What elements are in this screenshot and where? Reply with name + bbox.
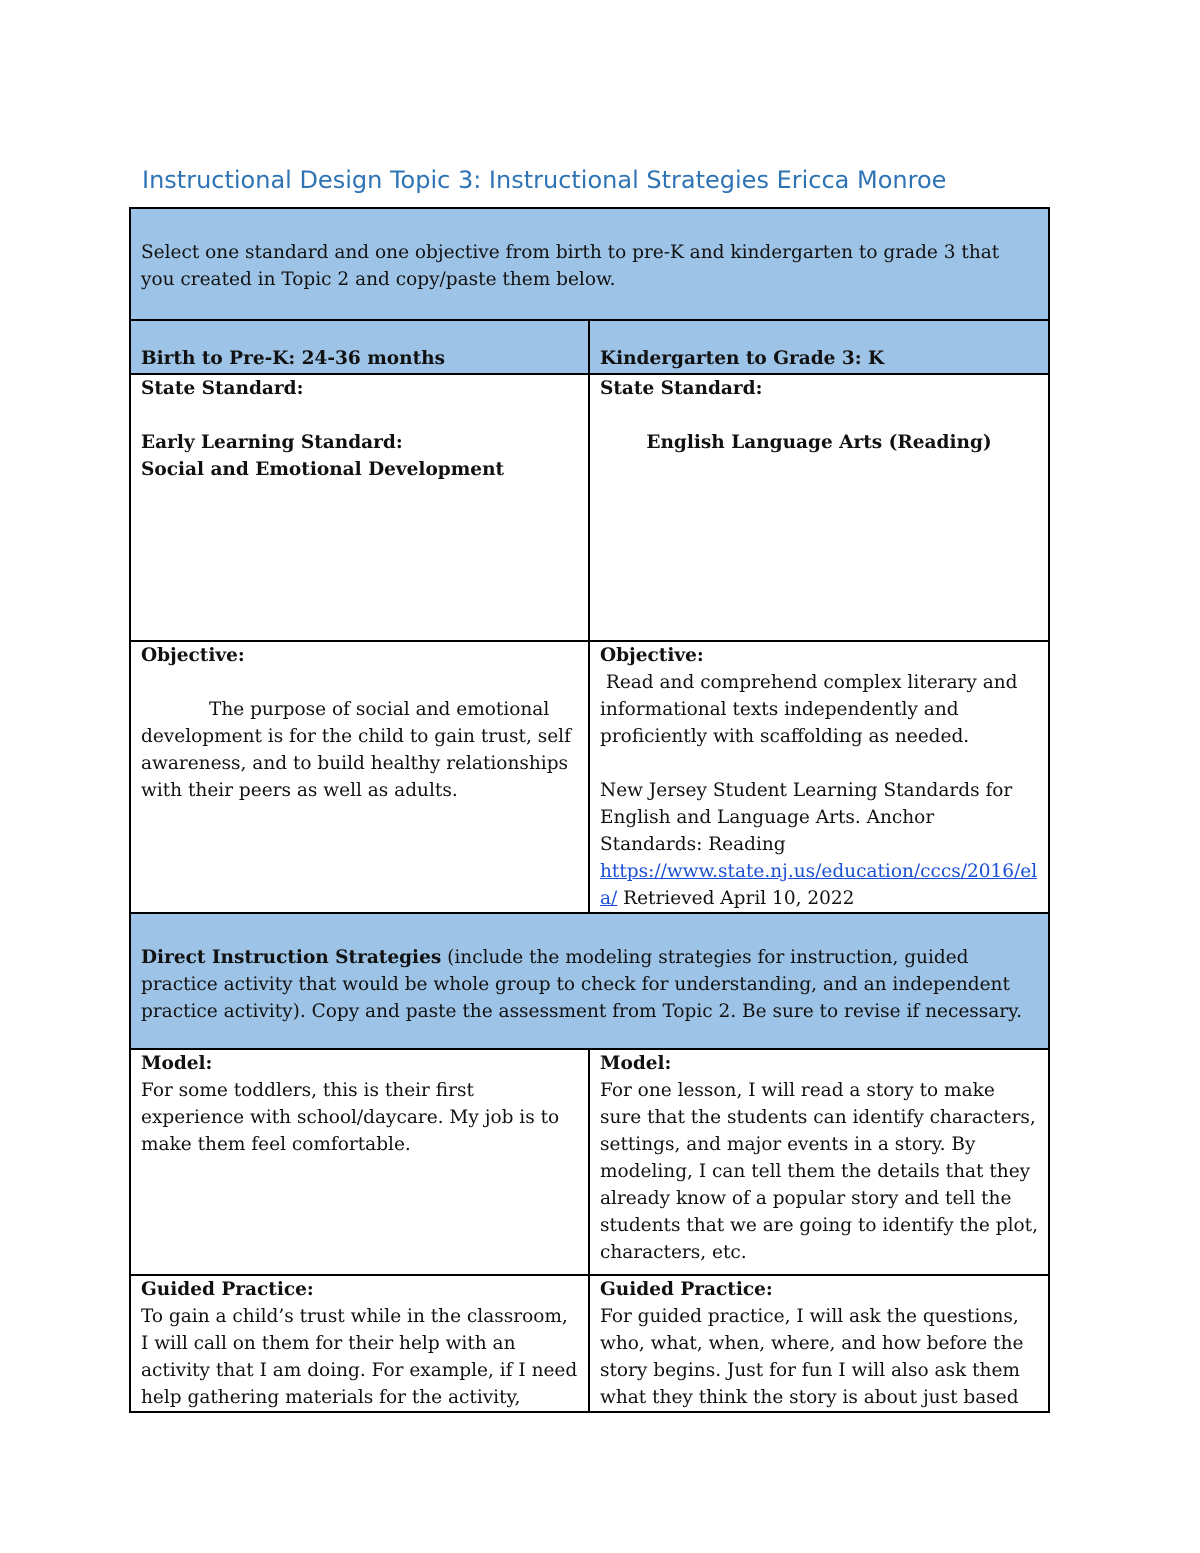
state-standard-right-cell: [589, 374, 1049, 641]
state-standard-row: [130, 374, 1049, 641]
model-left-cell: [130, 1049, 589, 1275]
objective-right-cell: [589, 641, 1049, 913]
state-standard-label: State Standard:: [600, 378, 763, 399]
direct-instruction-label: Direct Instruction Strategies: [141, 947, 442, 968]
model-row: [130, 1049, 1049, 1275]
document-title: Instructional Design Topic 3: Instructional Strategies Ericca Monroe: [142, 166, 947, 194]
guided-practice-label: Guided Practice:: [141, 1279, 314, 1300]
objective-row: [130, 641, 1049, 913]
instructional-design-table: [129, 207, 1050, 1413]
intro-row: [130, 208, 1049, 320]
model-label: Model:: [600, 1053, 672, 1074]
objective-left-text: The purpose of social and emotional development is for the child to gain trust, self awareness, and to build healthy relationships with their peers as well as adults.: [141, 699, 571, 801]
objective-label: Objective:: [141, 645, 245, 666]
social-emotional-development: Social and Emotional Development: [141, 459, 505, 480]
early-learning-standard: Early Learning Standard:: [141, 432, 403, 453]
model-label: Model:: [141, 1053, 213, 1074]
ela-reading-standard: English Language Arts (Reading): [646, 432, 992, 453]
objective-left-cell: [130, 641, 589, 913]
model-right-text: For one lesson, I will read a story to make sure that the students can identify characters, settings, and major events in a story. By modeling, I can tell them the details that they already know of a popular story and tell the students that we are going to identify the plot, characters, etc.: [600, 1080, 1038, 1263]
intro-cell: [130, 208, 1049, 320]
state-standard-label: State Standard:: [141, 378, 304, 399]
guided-practice-right-text: For guided practice, I will ask the questions, who, what, when, where, and how before the story begins. Just for fun I will also ask them what they think the story is about just based: [600, 1306, 1024, 1408]
intro-text: Select one standard and one objective from birth to pre-K and kindergarten to grade 3 that you created in Topic 2 and copy/paste them below.: [141, 242, 1000, 290]
age-header-row: [130, 320, 1049, 374]
objective-citation: [600, 858, 1038, 912]
direct-instruction-cell: [130, 913, 1049, 1049]
model-left-text: For some toddlers, this is their first experience with school/daycare. My job is to make them feel comfortable.: [141, 1080, 560, 1155]
guided-practice-label: Guided Practice:: [600, 1279, 773, 1300]
direct-instruction-text: (include the modeling strategies for instruction, guided practice activity that would be whole group to check for understanding, and an independent practice activity). Copy and paste the assessment from Topic 2. Be sure to revise if necessary.: [141, 947, 1023, 1022]
state-standard-left-cell: [130, 374, 589, 641]
guided-practice-left-cell: [130, 1275, 589, 1412]
objective-label: Objective:: [600, 645, 704, 666]
nj-standards-link[interactable]: https://www.state.nj.us/education/cccs/2016/ela/: [600, 861, 1038, 909]
retrieved-date: Retrieved April 10, 2022: [617, 888, 855, 909]
model-right-cell: [589, 1049, 1049, 1275]
objective-source: New Jersey Student Learning Standards for English and Language Arts. Anchor Standards: Reading: [600, 780, 1013, 855]
direct-instruction-row: [130, 913, 1049, 1049]
guided-practice-right-cell: [589, 1275, 1049, 1412]
header-birth-prek: Birth to Pre-K: 24-36 months: [130, 320, 589, 374]
guided-practice-left-text: To gain a child’s trust while in the classroom, I will call on them for their help with an activity that I am doing. For example, if I need help gathering materials for the activity,: [141, 1306, 578, 1408]
guided-practice-row: [130, 1275, 1049, 1412]
header-k-grade3: Kindergarten to Grade 3: K: [589, 320, 1049, 374]
objective-right-text: Read and comprehend complex literary and informational texts independently and proficiently with scaffolding as needed.: [600, 672, 1024, 747]
